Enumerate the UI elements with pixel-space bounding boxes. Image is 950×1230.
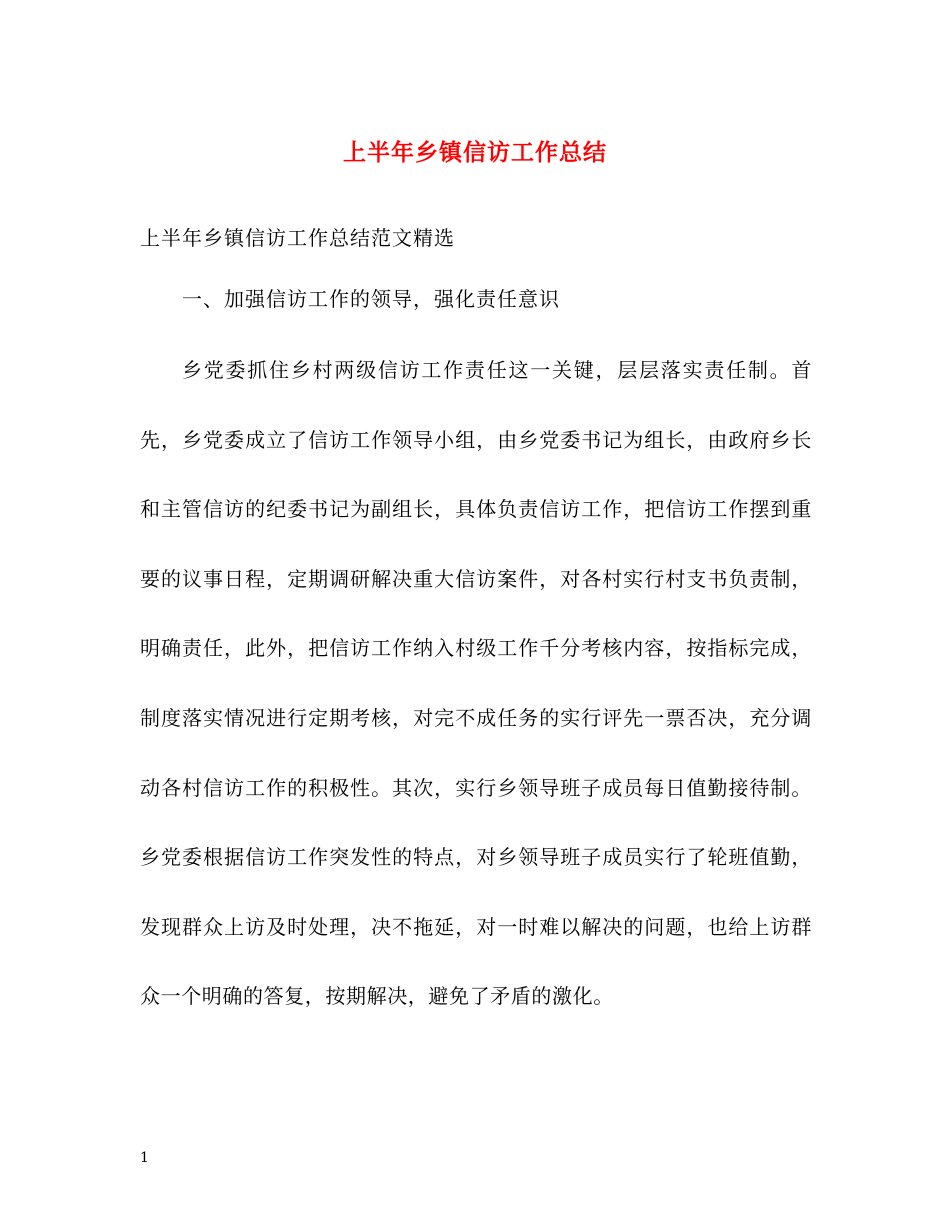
section-heading: 一、加强信访工作的领导，强化责任意识 [182, 287, 560, 311]
page-number: 1 [140, 1150, 149, 1166]
document-title: 上半年乡镇信访工作总结 [343, 139, 607, 166]
document-subtitle: 上半年乡镇信访工作总结范文精选 [140, 226, 455, 250]
body-paragraph: 乡党委抓住乡村两级信访工作责任这一关键，层层落实责任制。首先，乡党委成立了信访工作领导小组，由乡党委书记为组长，由政府乡长和主管信访的纪委书记为副组长，具体负责信访工作，把信访工作摆到重要的议事日程，定期调研解决重大信访案件，对各村实行村支书负责制，明确责任，此外，把信访工作纳入村级工作千分考核内容，按指标完成，制度落实情况进行定期考核，对完不成任务的实行评先一票否决，充分调动各村信访工作的积极性。其次，实行乡领导班子成员每日值勤接待制。乡党委根据信访工作突发性的特点，对乡领导班子成员实行了轮班值勤，发现群众上访及时处理，决不拖延，对一时难以解决的问题，也给上访群众一个明确的答复，按期解决，避免了矛盾的激化。 [140, 358, 812, 1009]
